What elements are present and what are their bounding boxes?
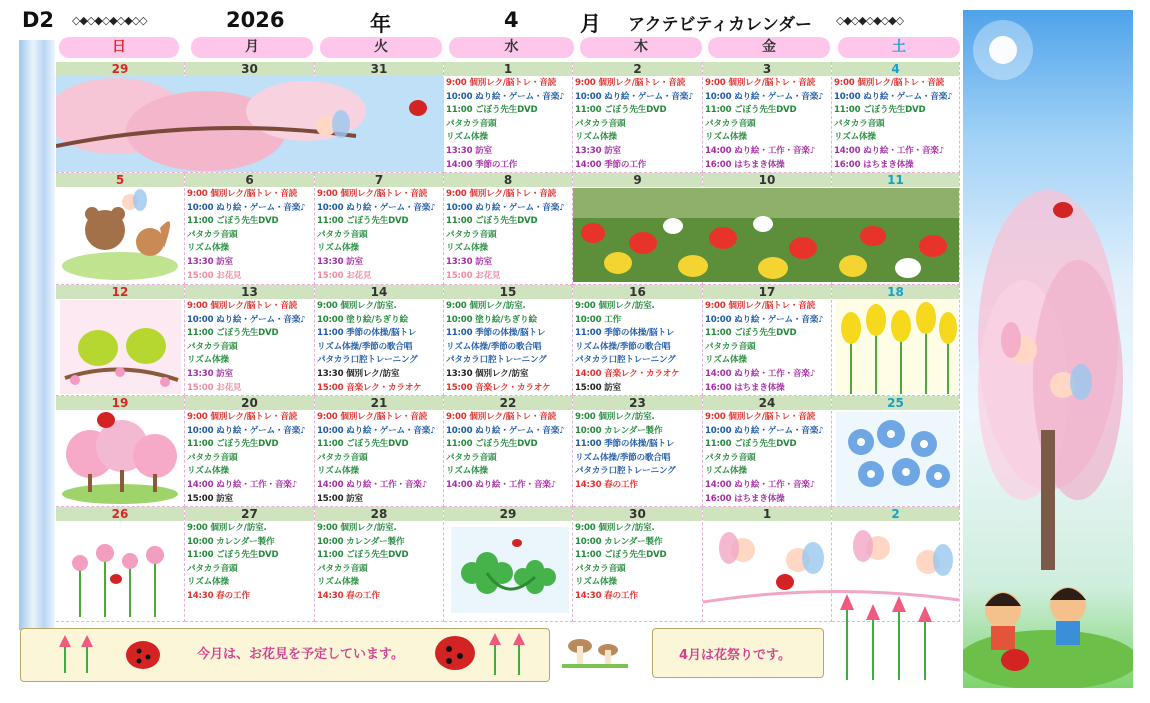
event-item: 10:00 ぬり絵・ゲーム・音楽♪ bbox=[705, 91, 824, 102]
event-item: 15:00 お花見 bbox=[317, 270, 372, 281]
event-item: 13:30 訪室 bbox=[446, 145, 492, 156]
day-number: 1 bbox=[444, 62, 572, 76]
event-item: 10:00 塗り絵/ちぎり絵 bbox=[446, 314, 537, 325]
event-item: リズム体操 bbox=[317, 466, 359, 477]
event-item: リズム体操 bbox=[446, 132, 488, 143]
event-item: 11:00 ごぼう先生DVD bbox=[446, 439, 538, 450]
diamond-decoration-right: ◇◆◇◆◇◆◇◆◇ bbox=[836, 14, 904, 27]
weekday-mon: 月 bbox=[191, 37, 313, 58]
event-item: 11:00 ごぼう先生DVD bbox=[187, 439, 279, 450]
sheet-code: D2 bbox=[22, 8, 55, 32]
event-item: 11:00 ごぼう先生DVD bbox=[834, 105, 926, 116]
footer-right-note: 4月は花祭りです。 bbox=[679, 648, 792, 663]
weekday-wed: 水 bbox=[449, 37, 574, 58]
day-cell-w5-tue bbox=[315, 507, 444, 622]
event-item: 9:00 個別レク/脳トレ・音読 bbox=[446, 189, 557, 199]
event-item: 10:00 ぬり絵・ゲーム・音楽♪ bbox=[705, 314, 824, 325]
day-number: 29 bbox=[56, 62, 184, 76]
event-item: パタカラ音頭 bbox=[446, 452, 497, 463]
event-item: 14:30 春の工作 bbox=[187, 590, 250, 601]
event-item: 13:30 訪室 bbox=[575, 145, 621, 156]
day-cell-w2-wed bbox=[444, 173, 573, 285]
day-cell-w4-wed bbox=[444, 396, 573, 507]
event-item: リズム体操 bbox=[575, 577, 617, 588]
event-item: リズム体操 bbox=[317, 243, 359, 254]
event-item: 10:00 カレンダー製作 bbox=[575, 536, 663, 547]
day-number: 22 bbox=[444, 396, 572, 410]
day-number: 12 bbox=[56, 285, 184, 299]
event-item: リズム体操 bbox=[705, 355, 747, 366]
event-item: パタカラ音頭 bbox=[575, 563, 626, 574]
day-number: 24 bbox=[703, 396, 831, 410]
event-item: 10:00 ぬり絵・ゲーム・音楽♪ bbox=[575, 91, 694, 102]
day-cell-w3-wed bbox=[444, 285, 573, 396]
event-item: 14:00 季節の工作 bbox=[575, 159, 647, 170]
cherry-blossom-illustration bbox=[56, 76, 444, 172]
event-item: 9:00 個別レク/訪室. bbox=[575, 523, 655, 533]
day-number: 8 bbox=[444, 173, 572, 187]
day-number: 20 bbox=[185, 396, 314, 410]
day-number: 17 bbox=[703, 285, 831, 299]
event-item: パタカラ音頭 bbox=[705, 341, 756, 352]
event-item: 9:00 個別レク/脳トレ・音読 bbox=[705, 78, 816, 88]
event-item: 15:00 音楽レク・カラオケ bbox=[446, 382, 551, 393]
event-item: リズム体操 bbox=[446, 243, 488, 254]
weekday-sat: 土 bbox=[838, 37, 960, 58]
event-item: リズム体操/季節の歌合唱 bbox=[446, 341, 542, 352]
tulip-ladybug-icon bbox=[51, 633, 161, 679]
event-list bbox=[573, 76, 702, 172]
blue-flowers-illustration bbox=[836, 412, 957, 506]
diamond-decoration-left: ◇◆◇◆◇◆◇◆◇◇ bbox=[72, 14, 147, 27]
day-cell-w1-sat bbox=[832, 62, 960, 173]
pink-trees-illustration bbox=[60, 412, 181, 506]
event-list bbox=[444, 76, 572, 172]
event-item: 16:00 はちまき体操 bbox=[834, 159, 914, 170]
event-item: リズム体操 bbox=[187, 466, 229, 477]
day-number: 28 bbox=[315, 507, 443, 521]
event-item: リズム体操 bbox=[187, 355, 229, 366]
event-item: パタカラ音頭 bbox=[187, 229, 238, 240]
event-list bbox=[444, 187, 572, 283]
event-list bbox=[185, 299, 314, 395]
event-item: 9:00 個別レク/訪室. bbox=[446, 301, 526, 311]
event-item: リズム体操 bbox=[705, 132, 747, 143]
event-item: 11:00 季節の体操/脳トレ bbox=[446, 328, 546, 339]
event-item: パタカラ口腔トレーニング bbox=[446, 355, 547, 366]
event-item: 16:00 はちまき体操 bbox=[705, 382, 785, 393]
day-number: 11 bbox=[832, 173, 959, 187]
tulip-field-photo bbox=[573, 188, 959, 282]
event-item: 13:30 訪室 bbox=[446, 256, 492, 267]
event-item: 14:00 季節の工作 bbox=[446, 159, 518, 170]
event-item: パタカラ音頭 bbox=[317, 563, 368, 574]
event-item: 9:00 個別レク/訪室. bbox=[575, 412, 655, 422]
calendar-grid bbox=[56, 62, 960, 622]
tulip-field-icon bbox=[830, 590, 960, 685]
event-list bbox=[315, 521, 443, 604]
event-item: パタカラ音頭 bbox=[187, 341, 238, 352]
day-number: 31 bbox=[315, 62, 443, 76]
calendar-title: アクテビティカレンダー bbox=[628, 15, 813, 35]
event-item: 10:00 ぬり絵・ゲーム・音楽♪ bbox=[446, 202, 565, 213]
event-item: 16:00 はちまき体操 bbox=[705, 159, 785, 170]
event-item: 10:00 ぬり絵・ゲーム・音楽♪ bbox=[446, 91, 565, 102]
year-unit: 年 bbox=[370, 12, 391, 36]
event-item: 10:00 カレンダー製作 bbox=[317, 536, 405, 547]
event-item: パタカラ音頭 bbox=[446, 118, 497, 129]
event-item: 14:00 ぬり絵・工作・音楽♪ bbox=[834, 145, 944, 156]
event-item: 10:00 ぬり絵・ゲーム・音楽♪ bbox=[834, 91, 953, 102]
day-number: 13 bbox=[185, 285, 314, 299]
event-item: 9:00 個別レク/脳トレ・音読 bbox=[446, 78, 557, 88]
event-item: 9:00 個別レク/脳トレ・音読 bbox=[446, 412, 557, 422]
event-item: リズム体操/季節の歌合唱 bbox=[575, 341, 671, 352]
event-item: 15:00 訪室 bbox=[187, 493, 233, 504]
event-item: リズム体操 bbox=[317, 577, 359, 588]
event-item: 10:00 ぬり絵・ゲーム・音楽♪ bbox=[705, 425, 824, 436]
event-item: 11:00 ごぼう先生DVD bbox=[705, 439, 797, 450]
weekday-sun: 日 bbox=[59, 37, 179, 58]
event-item: 11:00 ごぼう先生DVD bbox=[187, 328, 279, 339]
day-number: 26 bbox=[56, 507, 184, 521]
footer-note-banner bbox=[20, 628, 550, 682]
event-item: 11:00 季節の体操/脳トレ bbox=[575, 328, 675, 339]
event-item: リズム体操/季節の歌合唱 bbox=[575, 452, 671, 463]
event-list bbox=[832, 76, 959, 172]
event-item: 15:00 お花見 bbox=[446, 270, 501, 281]
event-item: パタカラ音頭 bbox=[317, 452, 368, 463]
event-item: 11:00 ごぼう先生DVD bbox=[187, 550, 279, 561]
event-item: 11:00 ごぼう先生DVD bbox=[575, 105, 667, 116]
birds-illustration bbox=[60, 300, 181, 394]
event-item: 15:00 音楽レク・カラオケ bbox=[317, 382, 422, 393]
event-item: 13:30 個別レク/訪室 bbox=[446, 368, 529, 379]
event-item: 11:00 ごぼう先生DVD bbox=[446, 105, 538, 116]
bear-squirrel-illustration bbox=[60, 188, 181, 282]
day-number: 1 bbox=[703, 507, 831, 521]
event-item: 14:30 春の工作 bbox=[575, 590, 638, 601]
event-item: 10:00 カレンダー製作 bbox=[187, 536, 275, 547]
ladybug-tulips-icon bbox=[431, 631, 541, 679]
day-cell-w4-thu bbox=[573, 396, 703, 507]
event-item: 11:00 季節の体操/脳トレ bbox=[575, 439, 675, 450]
day-number: 21 bbox=[315, 396, 443, 410]
event-list bbox=[185, 410, 314, 506]
event-item: パタカラ音頭 bbox=[834, 118, 885, 129]
footer-event-banner bbox=[652, 628, 824, 678]
month-unit: 月 bbox=[580, 12, 601, 36]
day-number: 30 bbox=[185, 62, 314, 76]
day-cell-w1-thu bbox=[573, 62, 703, 173]
event-item: 14:00 ぬり絵・工作・音楽♪ bbox=[446, 479, 556, 490]
event-item: 9:00 個別レク/訪室. bbox=[317, 523, 397, 533]
event-list bbox=[573, 521, 702, 604]
event-item: 11:00 ごぼう先生DVD bbox=[317, 439, 409, 450]
event-item: 16:00 はちまき体操 bbox=[705, 493, 785, 504]
event-item: 11:00 ごぼう先生DVD bbox=[705, 105, 797, 116]
event-item: パタカラ音頭 bbox=[705, 452, 756, 463]
day-number: 16 bbox=[573, 285, 702, 299]
day-number: 30 bbox=[573, 507, 702, 521]
day-cell-w3-thu bbox=[573, 285, 703, 396]
event-item: 9:00 個別レク/脳トレ・音読 bbox=[317, 189, 428, 199]
day-number: 27 bbox=[185, 507, 314, 521]
rapeseed-flowers-illustration bbox=[836, 300, 957, 394]
event-item: 10:00 ぬり絵・ゲーム・音楽♪ bbox=[187, 202, 306, 213]
event-list bbox=[185, 187, 314, 283]
day-cell-w5-thu bbox=[573, 507, 703, 622]
weekday-thu: 木 bbox=[580, 37, 702, 58]
event-item: パタカラ音頭 bbox=[317, 229, 368, 240]
left-decorative-strip bbox=[19, 40, 55, 630]
event-item: 10:00 ぬり絵・ゲーム・音楽♪ bbox=[317, 425, 436, 436]
event-item: 11:00 ごぼう先生DVD bbox=[575, 550, 667, 561]
event-item: 9:00 個別レク/訪室. bbox=[317, 301, 397, 311]
event-item: 11:00 季節の体操/脳トレ bbox=[317, 328, 417, 339]
event-item: リズム体操/季節の歌合唱 bbox=[317, 341, 413, 352]
event-item: パタカラ口腔トレーニング bbox=[575, 355, 676, 366]
day-number: 14 bbox=[315, 285, 443, 299]
event-item: 9:00 個別レク/訪室. bbox=[187, 523, 267, 533]
event-item: 9:00 個別レク/脳トレ・音読 bbox=[834, 78, 945, 88]
event-item: 9:00 個別レク/脳トレ・音読 bbox=[575, 78, 686, 88]
event-item: 11:00 ごぼう先生DVD bbox=[705, 328, 797, 339]
day-cell-w3-mon bbox=[185, 285, 315, 396]
event-list bbox=[315, 187, 443, 283]
right-illustration-panel bbox=[963, 10, 1133, 688]
day-number: 7 bbox=[315, 173, 443, 187]
event-item: パタカラ音頭 bbox=[575, 118, 626, 129]
spring-scene-illustration bbox=[963, 10, 1133, 688]
event-item: 9:00 個別レク/脳トレ・音読 bbox=[317, 412, 428, 422]
event-item: 15:00 お花見 bbox=[187, 270, 242, 281]
event-item: 9:00 個別レク/脳トレ・音読 bbox=[705, 412, 816, 422]
title-row bbox=[0, 0, 960, 36]
event-list bbox=[444, 410, 572, 493]
event-item: 13:30 訪室 bbox=[317, 256, 363, 267]
event-item: 14:30 春の工作 bbox=[575, 479, 638, 490]
event-item: リズム体操 bbox=[187, 243, 229, 254]
event-item: リズム体操 bbox=[705, 466, 747, 477]
day-number: 6 bbox=[185, 173, 314, 187]
event-item: リズム体操 bbox=[834, 132, 876, 143]
event-item: 11:00 ごぼう先生DVD bbox=[317, 550, 409, 561]
day-number: 10 bbox=[703, 173, 831, 187]
day-number: 3 bbox=[703, 62, 831, 76]
event-item: 14:00 ぬり絵・工作・音楽♪ bbox=[317, 479, 427, 490]
four-leaf-clover-illustration bbox=[447, 523, 573, 617]
day-number: 2 bbox=[832, 507, 959, 521]
day-cell-w1-fri bbox=[703, 62, 832, 173]
event-item: 14:00 ぬり絵・工作・音楽♪ bbox=[705, 479, 815, 490]
mushroom-icon bbox=[560, 632, 630, 672]
event-item: パタカラ音頭 bbox=[187, 452, 238, 463]
day-cell-w3-tue bbox=[315, 285, 444, 396]
day-cell-w2-mon bbox=[185, 173, 315, 285]
event-item: 10:00 ぬり絵・ゲーム・音楽♪ bbox=[187, 425, 306, 436]
event-item: 13:30 個別レク/訪室 bbox=[317, 368, 400, 379]
event-item: 14:30 春の工作 bbox=[317, 590, 380, 601]
event-list bbox=[703, 410, 831, 506]
event-list bbox=[315, 410, 443, 506]
day-number: 15 bbox=[444, 285, 572, 299]
event-item: 14:00 ぬり絵・工作・音楽♪ bbox=[705, 145, 815, 156]
event-item: パタカラ音頭 bbox=[187, 563, 238, 574]
event-item: 11:00 ごぼう先生DVD bbox=[187, 216, 279, 227]
day-number: 23 bbox=[573, 396, 702, 410]
day-number: 29 bbox=[444, 507, 572, 521]
event-list bbox=[315, 299, 443, 395]
event-item: 14:00 ぬり絵・工作・音楽♪ bbox=[705, 368, 815, 379]
event-item: 10:00 ぬり絵・ゲーム・音楽♪ bbox=[187, 314, 306, 325]
event-list bbox=[703, 76, 831, 172]
year: 2026 bbox=[226, 8, 285, 32]
clover-flowers-illustration bbox=[60, 523, 181, 617]
event-item: 15:00 お花見 bbox=[187, 382, 242, 393]
event-item: 9:00 個別レク/脳トレ・音読 bbox=[705, 301, 816, 311]
event-item: 15:00 訪室 bbox=[575, 382, 621, 393]
day-number: 25 bbox=[832, 396, 959, 410]
event-item: 13:30 訪室 bbox=[187, 256, 233, 267]
event-item: リズム体操 bbox=[446, 466, 488, 477]
event-item: 9:00 個別レク/訪室. bbox=[575, 301, 655, 311]
day-number: 4 bbox=[832, 62, 959, 76]
footer-left-note: 今月は、お花見を予定しています。 bbox=[197, 647, 404, 662]
event-item: 15:00 訪室 bbox=[317, 493, 363, 504]
weekday-fri: 金 bbox=[708, 37, 830, 58]
event-list bbox=[444, 299, 572, 395]
event-list bbox=[185, 521, 314, 604]
event-item: リズム体操 bbox=[575, 132, 617, 143]
event-item: パタカラ口腔トレーニング bbox=[317, 355, 418, 366]
event-item: 9:00 個別レク/脳トレ・音読 bbox=[187, 301, 298, 311]
day-cell-w3-fri bbox=[703, 285, 832, 396]
day-number: 18 bbox=[832, 285, 959, 299]
day-number: 19 bbox=[56, 396, 184, 410]
day-cell-w1-wed bbox=[444, 62, 573, 173]
event-item: 10:00 ぬり絵・ゲーム・音楽♪ bbox=[317, 202, 436, 213]
day-number: 5 bbox=[56, 173, 184, 187]
day-cell-w4-tue bbox=[315, 396, 444, 507]
event-item: リズム体操 bbox=[187, 577, 229, 588]
day-cell-w5-mon bbox=[185, 507, 315, 622]
event-item: パタカラ音頭 bbox=[705, 118, 756, 129]
event-item: 14:00 音楽レク・カラオケ bbox=[575, 368, 680, 379]
weekday-tue: 火 bbox=[320, 37, 442, 58]
day-number: 2 bbox=[573, 62, 702, 76]
event-item: 11:00 ごぼう先生DVD bbox=[317, 216, 409, 227]
event-item: 10:00 カレンダー製作 bbox=[575, 425, 663, 436]
event-item: 9:00 個別レク/脳トレ・音読 bbox=[187, 412, 298, 422]
event-list bbox=[703, 299, 831, 395]
day-number: 9 bbox=[573, 173, 702, 187]
day-cell-w2-tue bbox=[315, 173, 444, 285]
event-item: 10:00 工作 bbox=[575, 314, 621, 325]
event-item: 14:00 ぬり絵・工作・音楽♪ bbox=[187, 479, 297, 490]
event-item: 10:00 ぬり絵・ゲーム・音楽♪ bbox=[446, 425, 565, 436]
event-item: パタカラ口腔トレーニング bbox=[575, 466, 676, 477]
event-list bbox=[573, 410, 702, 493]
event-item: 9:00 個別レク/脳トレ・音読 bbox=[187, 189, 298, 199]
day-cell-w4-mon bbox=[185, 396, 315, 507]
event-list bbox=[573, 299, 702, 395]
day-cell-w4-fri bbox=[703, 396, 832, 507]
month: 4 bbox=[504, 8, 519, 32]
event-item: 13:30 訪室 bbox=[187, 368, 233, 379]
event-item: 11:00 ごぼう先生DVD bbox=[446, 216, 538, 227]
event-item: パタカラ音頭 bbox=[446, 229, 497, 240]
event-item: 10:00 塗り絵/ちぎり絵 bbox=[317, 314, 408, 325]
